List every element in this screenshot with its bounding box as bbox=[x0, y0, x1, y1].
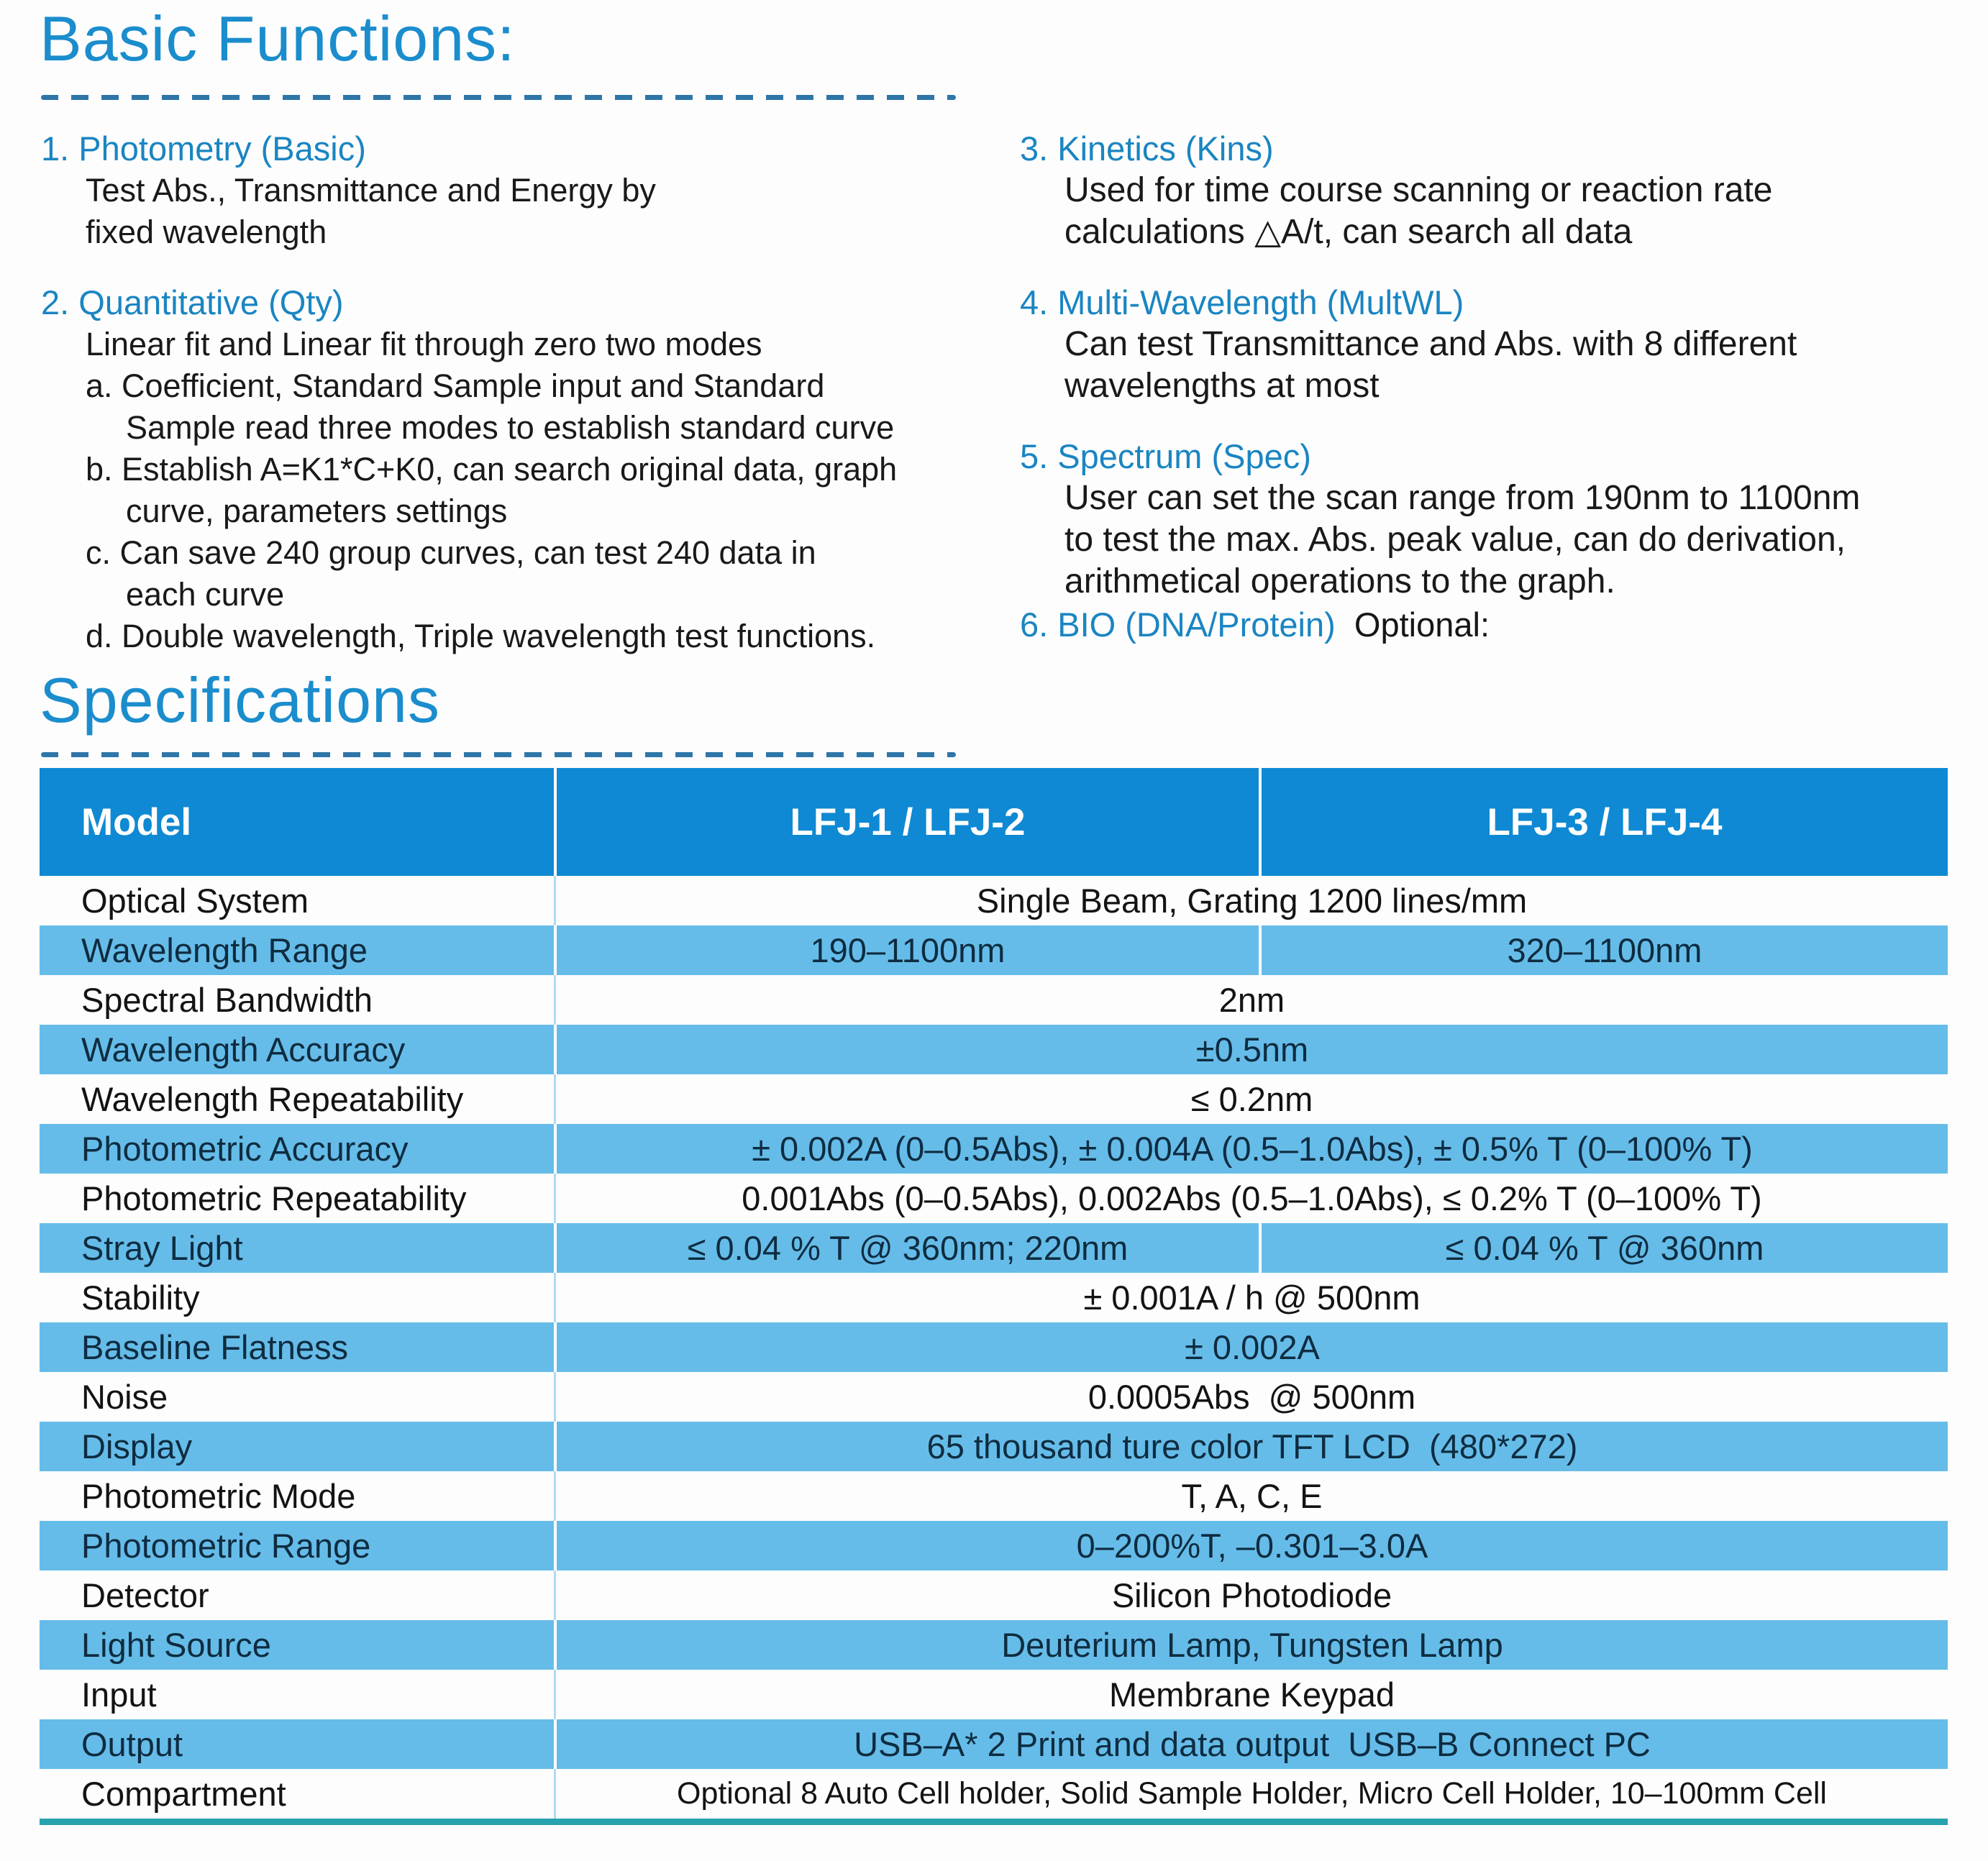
function-line: to test the max. Abs. peak value, can do derivation, bbox=[1064, 521, 1846, 559]
specifications-table bbox=[40, 768, 1948, 1825]
spec-row-value: ± 0.001A / h @ 500nm bbox=[554, 1273, 1948, 1322]
function-heading-text: 4. Multi-Wavelength (MultWL) bbox=[1020, 283, 1464, 321]
spec-table-row bbox=[40, 1570, 1948, 1620]
spec-row-value: ≤ 0.04 % T @ 360nm bbox=[1259, 1223, 1948, 1273]
dashed-divider bbox=[41, 95, 956, 100]
spec-row-label: Wavelength Repeatability bbox=[81, 1080, 464, 1118]
spec-row-label: Noise bbox=[81, 1378, 168, 1416]
spec-table-row bbox=[40, 1124, 1948, 1174]
spec-row-value: T, A, C, E bbox=[554, 1471, 1948, 1521]
spec-table-row bbox=[40, 975, 1948, 1025]
spec-row-value: Membrane Keypad bbox=[554, 1670, 1948, 1719]
spec-table-row bbox=[40, 1223, 1948, 1273]
function-heading-text: 1. Photometry (Basic) bbox=[41, 129, 366, 168]
spec-table-row bbox=[40, 1620, 1948, 1670]
function-line: wavelengths at most bbox=[1064, 367, 1380, 405]
function-line: Can test Transmittance and Abs. with 8 different bbox=[1064, 325, 1797, 363]
function-heading-text: 5. Spectrum (Spec) bbox=[1020, 437, 1311, 475]
spec-table-row bbox=[40, 1174, 1948, 1223]
spec-header-model: Model bbox=[81, 800, 192, 843]
function-item-heading bbox=[41, 128, 987, 170]
function-heading-text: 3. Kinetics (Kins) bbox=[1020, 129, 1274, 168]
spec-row-value: Single Beam, Grating 1200 lines/mm bbox=[554, 876, 1948, 925]
function-line: Used for time course scanning or reaction rate bbox=[1064, 171, 1773, 209]
function-line: c. Can save 240 group curves, can test 240 data in bbox=[86, 534, 816, 571]
function-line: fixed wavelength bbox=[86, 214, 327, 250]
spec-row-label: Photometric Mode bbox=[81, 1477, 356, 1515]
spec-row-label: Wavelength Range bbox=[81, 931, 368, 969]
spec-table-header-row bbox=[40, 768, 1948, 876]
spec-table-row bbox=[40, 1322, 1948, 1372]
function-item-heading bbox=[1020, 436, 1980, 477]
spec-row-label: Photometric Range bbox=[81, 1527, 371, 1565]
function-heading-text: 6. BIO (DNA/Protein) bbox=[1020, 605, 1336, 644]
spec-header-lfj34: LFJ-3 / LFJ-4 bbox=[1259, 768, 1948, 876]
spec-row-value: ±0.5nm bbox=[554, 1025, 1948, 1074]
spec-row-label: Compartment bbox=[81, 1775, 286, 1813]
function-item-heading bbox=[1020, 604, 1980, 646]
function-item bbox=[1020, 282, 1980, 407]
spec-row-value: 320–1100nm bbox=[1259, 925, 1948, 975]
spec-table-row bbox=[40, 1273, 1948, 1322]
function-line: arithmetical operations to the graph. bbox=[1064, 562, 1615, 600]
spec-table-row bbox=[40, 1025, 1948, 1074]
spec-row-label: Display bbox=[81, 1427, 193, 1466]
function-item bbox=[41, 282, 987, 657]
table-bottom-rule bbox=[40, 1819, 1948, 1825]
spec-row-label: Photometric Repeatability bbox=[81, 1179, 467, 1217]
spec-row-value: ± 0.002A bbox=[554, 1322, 1948, 1372]
function-line: Sample read three modes to establish standard curve bbox=[126, 409, 895, 446]
dashed-divider bbox=[41, 752, 956, 757]
spec-table-row bbox=[40, 1074, 1948, 1124]
spec-row-label: Input bbox=[81, 1675, 157, 1714]
spec-row-label: Stray Light bbox=[81, 1229, 243, 1267]
spec-row-value: 65 thousand ture color TFT LCD (480*272) bbox=[554, 1422, 1948, 1471]
spec-table-row bbox=[40, 1521, 1948, 1570]
spec-table-row bbox=[40, 1719, 1948, 1769]
spec-table-body bbox=[40, 876, 1948, 1819]
spec-row-value: 0.0005Abs @ 500nm bbox=[554, 1372, 1948, 1422]
spec-table-row bbox=[40, 1769, 1948, 1819]
spec-table-row bbox=[40, 1422, 1948, 1471]
spec-row-label: Optical System bbox=[81, 882, 309, 920]
function-item bbox=[41, 128, 987, 253]
spec-row-value: 190–1100nm bbox=[554, 925, 1259, 975]
function-item bbox=[1020, 604, 1980, 646]
spec-row-label: Output bbox=[81, 1725, 183, 1763]
specifications-title: Specifications bbox=[40, 664, 440, 736]
function-line: Test Abs., Transmittance and Energy by bbox=[86, 172, 656, 209]
spec-table-row bbox=[40, 876, 1948, 925]
spec-row-label: Wavelength Accuracy bbox=[81, 1030, 406, 1069]
spec-row-value: 2nm bbox=[554, 975, 1948, 1025]
function-line: Linear fit and Linear fit through zero two modes bbox=[86, 326, 762, 362]
function-line: each curve bbox=[126, 576, 285, 613]
function-line: b. Establish A=K1*C+K0, can search original data, graph bbox=[86, 451, 898, 488]
spec-header-lfj12: LFJ-1 / LFJ-2 bbox=[554, 768, 1259, 876]
function-item-heading bbox=[41, 282, 987, 324]
spec-row-label: Stability bbox=[81, 1279, 200, 1317]
function-item-heading bbox=[1020, 282, 1980, 324]
spec-table-row bbox=[40, 1471, 1948, 1521]
spec-row-value: ≤ 0.2nm bbox=[554, 1074, 1948, 1124]
spec-row-value: ≤ 0.04 % T @ 360nm; 220nm bbox=[554, 1223, 1259, 1273]
spec-table-row bbox=[40, 1372, 1948, 1422]
spec-row-value: Deuterium Lamp, Tungsten Lamp bbox=[554, 1620, 1948, 1670]
spec-row-value: 0–200%T, –0.301–3.0A bbox=[554, 1521, 1948, 1570]
function-heading-text: 2. Quantitative (Qty) bbox=[41, 283, 344, 321]
functions-column-right bbox=[1020, 128, 1980, 675]
spec-row-label: Light Source bbox=[81, 1626, 271, 1664]
spec-row-value: USB–A* 2 Print and data output USB–B Connect PC bbox=[554, 1719, 1948, 1769]
function-item bbox=[1020, 436, 1980, 603]
spec-row-label: Photometric Accuracy bbox=[81, 1130, 409, 1168]
spec-row-value: 0.001Abs (0–0.5Abs), 0.002Abs (0.5–1.0Abs), ≤ 0.2% T (0–100% T) bbox=[554, 1174, 1948, 1223]
functions-column-left bbox=[41, 128, 987, 686]
function-line: calculations △A/t, can search all data bbox=[1064, 213, 1633, 251]
spec-row-value: Silicon Photodiode bbox=[554, 1570, 1948, 1620]
spec-table-row bbox=[40, 1670, 1948, 1719]
function-line: a. Coefficient, Standard Sample input and Standard bbox=[86, 367, 825, 404]
function-line: User can set the scan range from 190nm to 1100nm bbox=[1064, 479, 1861, 517]
spec-row-label: Detector bbox=[81, 1576, 209, 1614]
spec-row-value: ± 0.002A (0–0.5Abs), ± 0.004A (0.5–1.0Abs), ± 0.5% T (0–100% T) bbox=[554, 1124, 1948, 1174]
function-line: d. Double wavelength, Triple wavelength test functions. bbox=[86, 618, 876, 654]
function-heading-suffix: Optional: bbox=[1335, 605, 1490, 644]
spec-row-label: Baseline Flatness bbox=[81, 1328, 348, 1366]
function-item-heading bbox=[1020, 128, 1980, 170]
spec-row-label: Spectral Bandwidth bbox=[81, 981, 373, 1019]
function-line: curve, parameters settings bbox=[126, 493, 508, 529]
function-item bbox=[1020, 128, 1980, 253]
spec-table-row bbox=[40, 925, 1948, 975]
spec-row-value: Optional 8 Auto Cell holder, Solid Sample Holder, Micro Cell Holder, 10–100mm Cell bbox=[554, 1769, 1948, 1819]
basic-functions-title: Basic Functions: bbox=[40, 3, 516, 74]
